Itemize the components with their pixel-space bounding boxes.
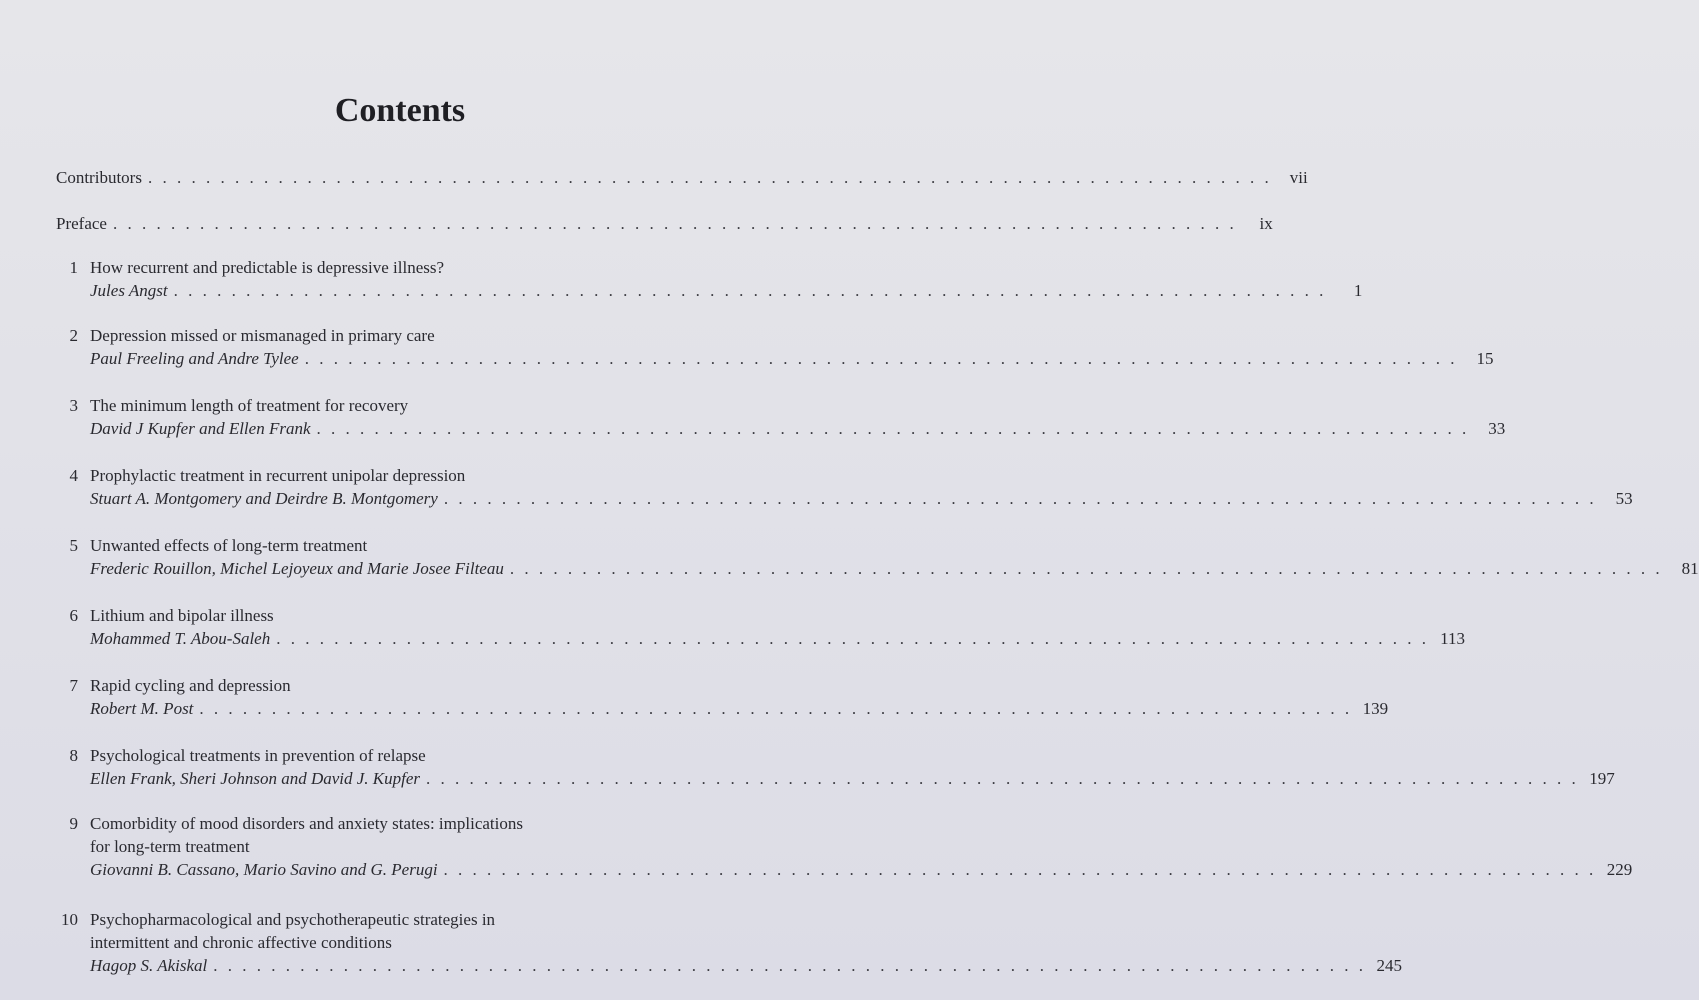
dot-leader: . . . . . . . . . . . . . . . . . . . . . . . . . . . . . . . . . . . . . . . . . . . . . . . . . . . . . . . . . . . . . . . . . . . . . . . . . . . . . . . .	[199, 699, 1353, 718]
chapter-title: for long-term treatment	[90, 837, 250, 856]
chapter-number: 3	[69, 396, 78, 415]
chapter-title: Rapid cycling and depression	[90, 676, 291, 695]
dot-leader: . . . . . . . . . . . . . . . . . . . . . . . . . . . . . . . . . . . . . . . . . . . . . . . . . . . . . . . . . . . . . . . . . . . . . . . . . . . . . . . .	[509, 559, 1663, 578]
chapter-title: Lithium and bipolar illness	[90, 606, 274, 625]
toc-page-number: 139	[1362, 699, 1389, 718]
chapter-title: intermittent and chronic affective conditions	[90, 933, 392, 952]
toc-chapter-entry[interactable]	[56, 324, 1494, 370]
dot-leader: . . . . . . . . . . . . . . . . . . . . . . . . . . . . . . . . . . . . . . . . . . . . . . . . . . . . . . . . . . . . . . . . . . . . . . . . . . . . . . . .	[276, 629, 1429, 648]
toc-chapter-entry[interactable]	[56, 394, 1506, 440]
toc-page-number: 113	[1440, 629, 1465, 648]
toc-front-preface[interactable]	[56, 212, 1273, 235]
chapter-title: Prophylactic treatment in recurrent unipolar depression	[90, 466, 466, 485]
chapter-title: Psychopharmacological and psychotherapeutic strategies in	[90, 910, 496, 929]
chapter-authors: Robert M. Post	[90, 699, 194, 718]
chapter-title: How recurrent and predictable is depressive illness?	[90, 258, 445, 277]
chapter-authors: Jules Angst	[90, 281, 168, 300]
chapter-number: 9	[69, 814, 78, 833]
toc-chapter-entry[interactable]	[56, 534, 1699, 580]
chapter-authors: Frederic Rouillon, Michel Lejoyeux and Marie Josee Filteau	[90, 559, 504, 578]
dot-leader: . . . . . . . . . . . . . . . . . . . . . . . . . . . . . . . . . . . . . . . . . . . . . . . . . . . . . . . . . . . . . . . . . . . . . . . . . . . . . .	[112, 214, 1237, 233]
toc-page-number: vii	[1289, 168, 1308, 187]
toc-page-number: 53	[1615, 489, 1633, 508]
chapter-authors: David J Kupfer and Ellen Frank	[90, 419, 311, 438]
chapter-title: Depression missed or mismanaged in primary care	[90, 326, 435, 345]
chapter-number: 5	[69, 536, 78, 555]
chapter-authors: Giovanni B. Cassano, Mario Savino and G. Perugi	[90, 860, 438, 879]
toc-page-number: 15	[1476, 349, 1494, 368]
toc-chapter-entry[interactable]	[56, 674, 1389, 720]
chapter-number: 8	[69, 746, 78, 765]
toc-chapter-entry[interactable]	[56, 256, 1363, 302]
dot-leader: . . . . . . . . . . . . . . . . . . . . . . . . . . . . . . . . . . . . . . . . . . . . . . . . . . . . . . . . . . . . . . . . . . . . . . . . . . . . . . . .	[304, 349, 1458, 368]
toc-chapter-entry[interactable]	[56, 744, 1615, 790]
toc-page-number: 197	[1589, 769, 1615, 788]
toc-chapter-entry[interactable]	[56, 908, 1403, 977]
chapter-number: 4	[69, 466, 78, 485]
chapter-authors: Hagop S. Akiskal	[90, 956, 208, 975]
dot-leader: . . . . . . . . . . . . . . . . . . . . . . . . . . . . . . . . . . . . . . . . . . . . . . . . . . . . . . . . . . . . . . . . . . . . . . . . . . . . . . . .	[213, 956, 1367, 975]
toc-page-number: 245	[1376, 956, 1403, 975]
chapter-title: The minimum length of treatment for recovery	[90, 396, 409, 415]
toc-chapter-entry[interactable]	[56, 464, 1633, 510]
chapter-number: 6	[69, 606, 78, 625]
chapter-title: Unwanted effects of long-term treatment	[90, 536, 368, 555]
toc-page-number: ix	[1259, 214, 1273, 233]
dot-leader: . . . . . . . . . . . . . . . . . . . . . . . . . . . . . . . . . . . . . . . . . . . . . . . . . . . . . . . . . . . . . . . . . . . . . . . . . . . . . .	[147, 168, 1272, 187]
dot-leader: . . . . . . . . . . . . . . . . . . . . . . . . . . . . . . . . . . . . . . . . . . . . . . . . . . . . . . . . . . . . . . . . . . . . . . . . . . . . . . . .	[443, 489, 1597, 508]
toc-chapter-entry[interactable]	[56, 812, 1633, 881]
toc-front-contributors[interactable]	[56, 166, 1308, 189]
toc-label: Preface	[56, 214, 107, 233]
chapter-number: 2	[69, 326, 78, 345]
chapter-number: 1	[69, 258, 78, 277]
chapter-number: 10	[61, 910, 78, 929]
chapter-authors: Mohammed T. Abou-Saleh	[90, 629, 271, 648]
dot-leader: . . . . . . . . . . . . . . . . . . . . . . . . . . . . . . . . . . . . . . . . . . . . . . . . . . . . . . . . . . . . . . . . . . . . . . . . . . . . . . . .	[443, 860, 1597, 879]
chapter-number: 7	[69, 676, 78, 695]
dot-leader: . . . . . . . . . . . . . . . . . . . . . . . . . . . . . . . . . . . . . . . . . . . . . . . . . . . . . . . . . . . . . . . . . . . . . . . . . . . . . . . .	[173, 281, 1327, 300]
chapter-authors: Paul Freeling and Andre Tylee	[90, 349, 299, 368]
toc-page-number: 229	[1606, 860, 1633, 879]
page-title: Contents	[334, 92, 466, 129]
toc-page-number: 33	[1488, 419, 1506, 438]
toc-page-number: 81	[1681, 559, 1699, 578]
dot-leader: . . . . . . . . . . . . . . . . . . . . . . . . . . . . . . . . . . . . . . . . . . . . . . . . . . . . . . . . . . . . . . . . . . . . . . . . . . . . . . . .	[426, 769, 1579, 788]
toc-chapter-entry[interactable]	[56, 604, 1465, 650]
chapter-title: Comorbidity of mood disorders and anxiety states: implications	[90, 814, 523, 833]
toc-page-number: 1	[1353, 281, 1363, 300]
chapter-authors: Stuart A. Montgomery and Deirdre B. Montgomery	[90, 489, 438, 508]
toc-label: Contributors	[56, 168, 142, 187]
chapter-title: Psychological treatments in prevention of relapse	[90, 746, 426, 765]
chapter-authors: Ellen Frank, Sheri Johnson and David J. Kupfer	[90, 769, 421, 788]
dot-leader: . . . . . . . . . . . . . . . . . . . . . . . . . . . . . . . . . . . . . . . . . . . . . . . . . . . . . . . . . . . . . . . . . . . . . . . . . . . . . . . .	[316, 419, 1470, 438]
